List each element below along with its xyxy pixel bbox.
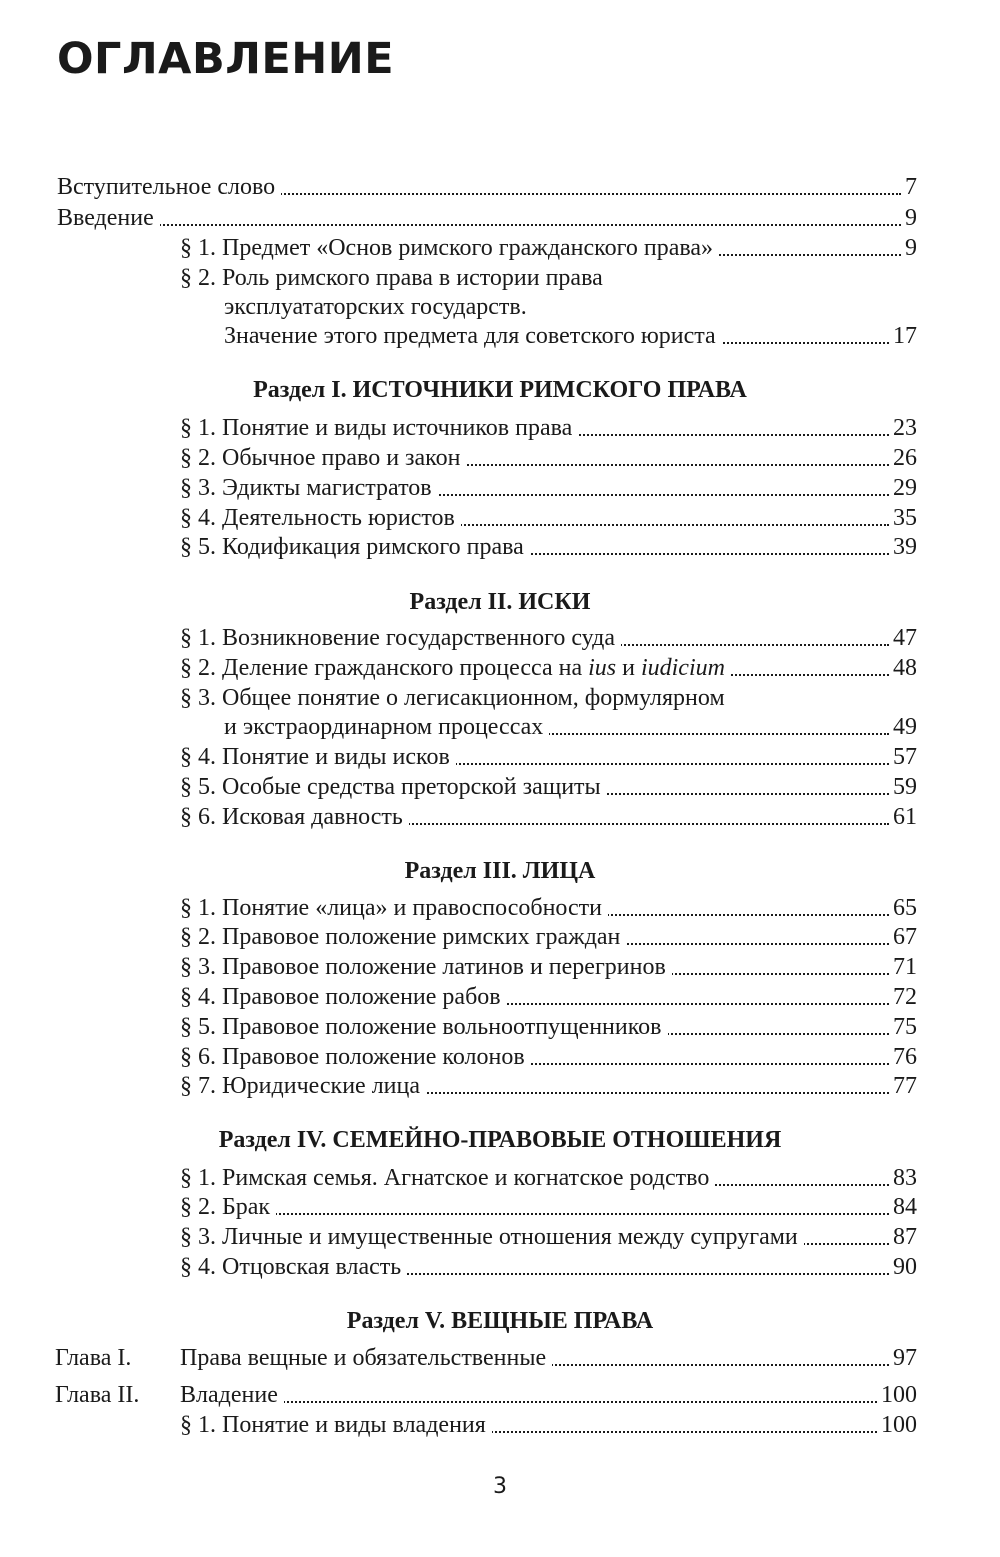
section-heading: Раздел III. ЛИЦА: [404, 858, 596, 884]
toc-entry: [0, 653, 1000, 683]
entry-label: § 6. Правовое положение колонов: [180, 1042, 531, 1072]
leader-dots: [422, 1064, 889, 1094]
entry-label: § 5. Правовое положение вольноотпущенников: [180, 1012, 668, 1042]
entry-label: Значение этого предмета для советского юриста: [224, 321, 722, 351]
page-number: 17: [893, 323, 917, 349]
entry-label: § 1. Возникновение государственного суда: [180, 623, 621, 653]
page-number: 39: [893, 534, 917, 560]
page-number: 23: [893, 415, 917, 441]
entry-label: § 2. Брак: [180, 1192, 276, 1222]
leader-dots: [452, 735, 889, 765]
latin-term: ius: [588, 655, 617, 681]
entry-label: § 3. Общее понятие о легисакционном, формулярном: [180, 683, 731, 713]
leader-dots: [800, 1215, 889, 1245]
toc-entry-line: [0, 263, 1000, 293]
toc-entry: [0, 532, 1000, 562]
leader-dots: [727, 646, 889, 676]
page-number: 75: [893, 1014, 917, 1040]
page-number: 26: [893, 445, 917, 471]
entry-label: § 6. Исковая давность: [180, 802, 409, 832]
page-number: 84: [893, 1194, 917, 1220]
page-number: 9: [905, 235, 917, 261]
page-number: 49: [893, 714, 917, 740]
entry-label: эксплуататорских государств.: [224, 292, 533, 322]
page-number: 90: [893, 1254, 917, 1280]
page-number: 100: [881, 1412, 917, 1438]
section-heading: Раздел II. ИСКИ: [409, 589, 591, 615]
leader-dots: [603, 765, 889, 795]
entry-label: § 1. Понятие «лица» и правоспособности: [180, 893, 608, 923]
leader-dots: [527, 1035, 889, 1065]
page-number: 29: [893, 475, 917, 501]
chapter-number: Глава I.: [55, 1345, 132, 1371]
page-number: 72: [893, 984, 917, 1010]
page-number: 35: [893, 505, 917, 531]
entry-label: Вступительное слово: [57, 172, 281, 202]
leader-dots: [462, 436, 889, 466]
entry-label: § 1. Понятие и виды владения: [180, 1410, 492, 1440]
chapter-number: Глава II.: [55, 1382, 140, 1408]
page-title: ОГЛАВЛЕНИЕ: [57, 34, 395, 84]
page-number: 67: [893, 924, 917, 950]
entry-label: Введение: [57, 203, 160, 233]
leader-dots: [503, 975, 889, 1005]
entry-label: [180, 653, 731, 683]
leader-dots: [617, 616, 889, 646]
entry-label: § 4. Деятельность юристов: [180, 503, 461, 533]
entry-label: § 1. Понятие и виды источников права: [180, 413, 578, 443]
page-number: 61: [893, 804, 917, 830]
leader-dots: [622, 915, 889, 945]
entry-label: § 1. Римская семья. Агнатское и когнатское родство: [180, 1163, 715, 1193]
leader-dots: [280, 1373, 877, 1403]
page-number: 7: [905, 174, 917, 200]
entry-label: § 5. Особые средства преторской защиты: [180, 772, 607, 802]
page-number: 9: [905, 205, 917, 231]
leader-dots: [156, 196, 901, 226]
toc-entry: [0, 233, 1000, 263]
toc-entry: [0, 802, 1000, 832]
page-number: 87: [893, 1224, 917, 1250]
entry-label: Владение: [180, 1380, 284, 1410]
toc-entry: [0, 1252, 1000, 1282]
leader-dots: [664, 1005, 889, 1035]
section-heading: Раздел IV. СЕМЕЙНО-ПРАВОВЫЕ ОТНОШЕНИЯ: [218, 1127, 782, 1153]
entry-label: § 3. Правовое положение латинов и перегринов: [180, 952, 672, 982]
entry-label: § 2. Роль римского права в истории права: [180, 263, 609, 293]
toc-entry: [0, 1071, 1000, 1101]
toc-chapter-entry: [0, 1343, 1000, 1373]
entry-label: § 4. Понятие и виды исков: [180, 742, 456, 772]
page-number: 48: [893, 655, 917, 681]
entry-label: § 3. Эдикты магистратов: [180, 473, 438, 503]
leader-dots: [668, 945, 889, 975]
page-folio: 3: [493, 1474, 507, 1499]
section-heading: Раздел I. ИСТОЧНИКИ РИМСКОГО ПРАВА: [253, 377, 747, 403]
entry-label: § 3. Личные и имущественные отношения между супругами: [180, 1222, 804, 1252]
entry-label: § 4. Правовое положение рабов: [180, 982, 507, 1012]
page-number: 83: [893, 1165, 917, 1191]
entry-label: § 4. Отцовская власть: [180, 1252, 407, 1282]
leader-dots: [272, 1185, 889, 1215]
entry-label: Права вещные и обязательственные: [180, 1343, 552, 1373]
page-number: 100: [881, 1382, 917, 1408]
entry-label: § 5. Кодификация римского права: [180, 532, 530, 562]
entry-label: § 7. Юридические лица: [180, 1071, 426, 1101]
leader-dots: [405, 795, 889, 825]
entry-label: § 1. Предмет «Основ римского гражданского права»: [180, 233, 719, 263]
toc-entry: [0, 321, 1000, 351]
entry-label: § 2. Правовое положение римских граждан: [180, 922, 626, 952]
leader-dots: [434, 466, 889, 496]
leader-dots: [545, 705, 889, 735]
page-number: 65: [893, 895, 917, 921]
page-number: 57: [893, 744, 917, 770]
page-number: 47: [893, 625, 917, 651]
leader-dots: [718, 314, 889, 344]
entry-label-text: § 2. Деление гражданского процесса на: [180, 655, 589, 681]
leader-dots: [574, 406, 889, 436]
leader-dots: [604, 886, 889, 916]
page-number: 77: [893, 1073, 917, 1099]
entry-label: § 2. Обычное право и закон: [180, 443, 466, 473]
leader-dots: [548, 1336, 889, 1366]
leader-dots: [711, 1156, 889, 1186]
leader-dots: [403, 1245, 889, 1275]
page-number: 76: [893, 1044, 917, 1070]
leader-dots: [277, 165, 901, 195]
entry-label-text: и: [616, 655, 641, 681]
page-number: 97: [893, 1345, 917, 1371]
leader-dots: [526, 525, 889, 555]
toc-entry: [0, 1410, 1000, 1440]
latin-term: iudicium: [640, 655, 725, 681]
entry-label: и экстраординарном процессах: [224, 712, 549, 742]
leader-dots: [488, 1403, 877, 1433]
page-number: 59: [893, 774, 917, 800]
leader-dots: [457, 496, 889, 526]
section-heading: Раздел V. ВЕЩНЫЕ ПРАВА: [346, 1308, 654, 1334]
leader-dots: [715, 226, 901, 256]
page-number: 71: [893, 954, 917, 980]
